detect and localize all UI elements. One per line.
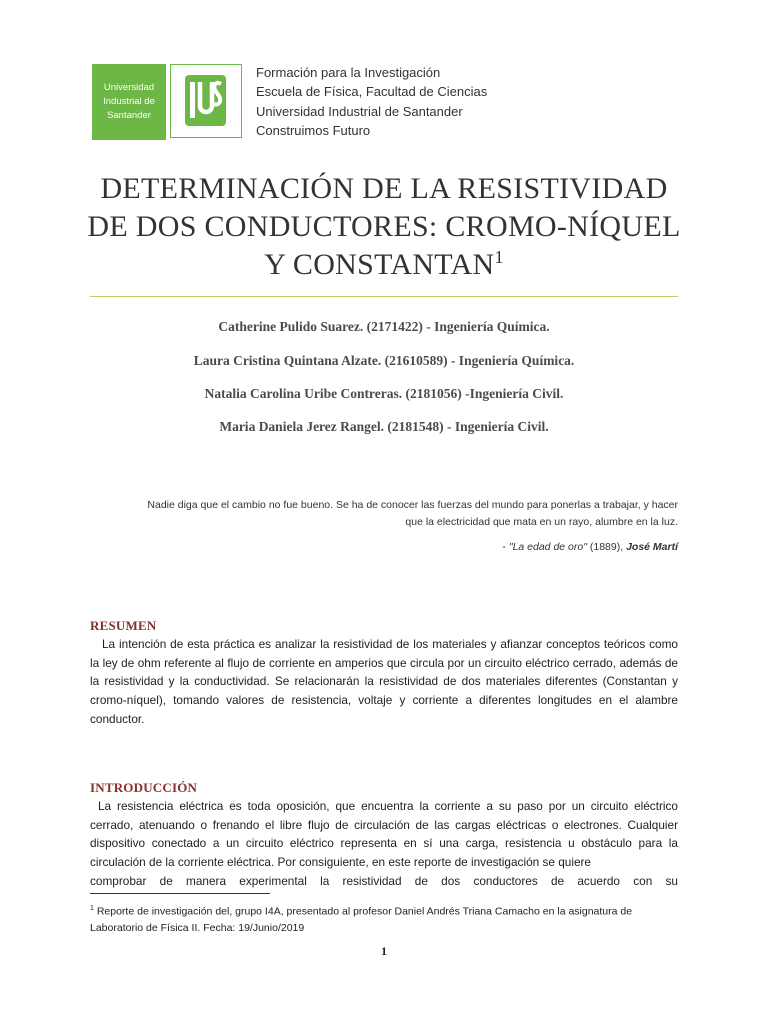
title-divider: [90, 296, 678, 297]
title-line-3-text: Y CONSTANTAN: [264, 248, 495, 281]
footnote-mark: 1: [90, 905, 94, 912]
title-line-3: [80, 246, 688, 284]
uis-seal-icon: [170, 64, 242, 138]
footnote: [90, 901, 678, 936]
resumen-heading: RESUMEN: [90, 618, 157, 633]
introduccion-last-line: comprobar de manera experimental la resistividad de dos conductores de acuerdo con su: [90, 873, 678, 888]
introduccion-heading: INTRODUCCIÓN: [90, 780, 198, 795]
epigraph-quote: [96, 497, 678, 531]
footnote-divider: [90, 893, 270, 894]
epigraph-line-2: que la electricidad que mata en un rayo, alumbre en la luz.: [405, 516, 678, 528]
cite-author: José Martí: [626, 541, 678, 553]
author-3: Natalia Carolina Uribe Contreras. (2181056) -Ingeniería Civil.: [204, 386, 564, 401]
logo-line-3: Santander: [107, 110, 151, 121]
epigraph-citation: [96, 541, 678, 553]
title-line-2: DE DOS CONDUCTORES: CROMO-NÍQUEL: [87, 210, 681, 243]
institution-block: [256, 63, 487, 140]
author-4: Maria Daniela Jerez Rangel. (2181548) - Ingeniería Civil.: [219, 419, 549, 434]
institution-line-1: Formación para la Investigación: [256, 65, 441, 80]
title-footnote-mark: 1: [494, 247, 504, 267]
author-1: Catherine Pulido Suarez. (2171422) - Ingeniería Química.: [218, 319, 550, 334]
cite-prefix: -: [502, 541, 509, 553]
resumen-text: La intención de esta práctica es analizar la resistividad de los materiales y afianzar conceptos teóricos como la ley de ohm referente al flujo de corriente en amperios que circula por un circuito eléctrico cerrado, además de la resistividad y la conductividad. Se relacionarán la resistividad de dos materiales diferentes (Constantan y cromo-níquel), tomando valores de resistencia, voltaje y corriente a diferentes longitudes en el alambre conductor.: [90, 637, 678, 726]
cite-year: (1889),: [586, 541, 627, 553]
epigraph-line-1: Nadie diga que el cambio no fue bueno. Se ha de conocer las fuerzas del mundo para ponerlas a trabajar, y hacer: [147, 499, 678, 511]
introduccion-text: [90, 797, 678, 891]
title-line-1: DETERMINACIÓN DE LA RESISTIVIDAD: [100, 172, 668, 205]
introduccion-body: La resistencia eléctrica es toda oposición, que encuentra la corriente a su paso por un circuito eléctrico cerrado, atenuando o frenando el libre flujo de circulación de las cargas eléctricas o electrones. Cualquier dispositivo conectado a un circuito eléctrico representa en sí una carga, resistencia u obstáculo para la circulación de la corriente eléctrica. Por consiguiente, en este reporte de investigación se quiere: [90, 799, 678, 870]
institution-line-3: Universidad Industrial de Santander: [256, 103, 463, 119]
cite-work: "La edad de oro": [508, 541, 587, 553]
page-number: 1: [381, 944, 387, 958]
university-logo: [92, 64, 166, 140]
footnote-text: Reporte de investigación del, grupo I4A, presentado al profesor Daniel Andrés Triana Camacho en la asignatura de Laboratorio de Física II. Fecha: 19/Junio/2019: [90, 905, 633, 934]
institution-line-4: Construimos Futuro: [256, 122, 371, 138]
logo-line-2: Industrial de: [103, 96, 155, 107]
author-2: Laura Cristina Quintana Alzate. (21610589) - Ingeniería Química.: [193, 353, 575, 368]
institution-line-2: Escuela de Física, Facultad de Ciencias: [256, 84, 488, 100]
logo-line-1: Universidad: [103, 82, 155, 93]
paper-title: [80, 170, 688, 284]
